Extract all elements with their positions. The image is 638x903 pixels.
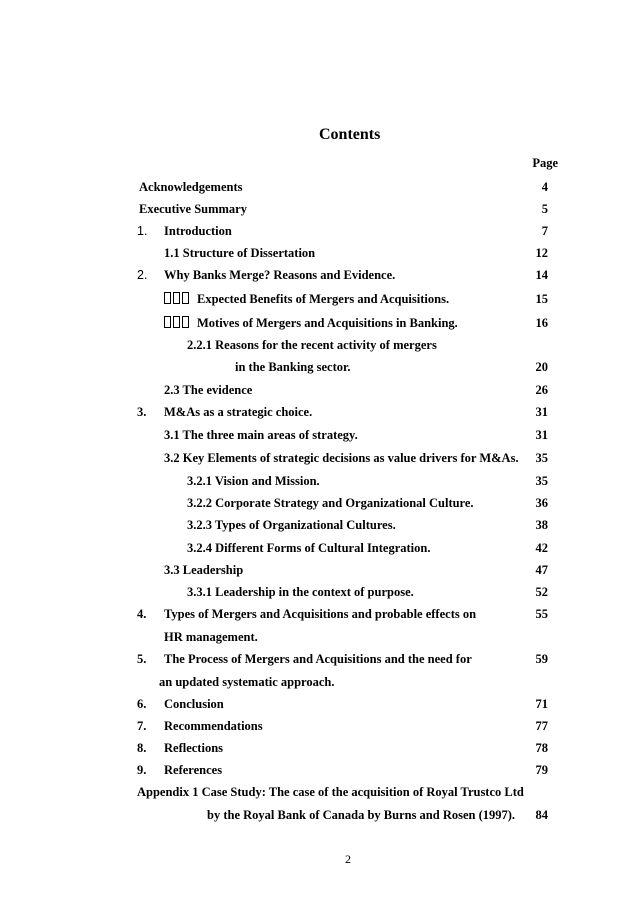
toc-number-6: 6. (137, 697, 147, 711)
toc-entry-reflections: Reflections (164, 741, 224, 755)
toc-page-3-2-1: 35 (535, 474, 548, 488)
toc-entry-2-2-1: 2.2.1 Reasons for the recent activity of mergers (187, 338, 437, 352)
page-title: Contents (319, 126, 381, 143)
toc-number-7: 7. (137, 719, 147, 733)
toc-entry-introduction: Introduction (164, 224, 232, 238)
toc-entry-appendix-1-continued: by the Royal Bank of Canada by Burns and Rosen (1997). (207, 808, 516, 822)
toc-entry-2-2-label: Motives of Mergers and Acquisitions in Banking. (197, 316, 458, 330)
toc-page-3-2-4: 42 (535, 541, 548, 555)
toc-entry-types-of-mas: Types of Mergers and Acquisitions and probable effects on (164, 607, 477, 621)
toc-entry-conclusion: Conclusion (164, 697, 224, 711)
toc-entry-process-of-mas-continued: an updated systematic approach. (159, 675, 335, 689)
toc-number-1: 1. (137, 224, 148, 238)
toc-page-process-of-mas: 59 (535, 652, 548, 666)
toc-page-recommendations: 77 (535, 719, 548, 733)
toc-page-executive-summary: 5 (541, 202, 548, 216)
toc-entry-1-1: 1.1 Structure of Dissertation (164, 246, 316, 260)
toc-number-8: 8. (137, 741, 147, 755)
toc-page-3-3: 47 (535, 563, 548, 577)
toc-entry-acknowledgements: Acknowledgements (139, 180, 243, 194)
toc-entry-2-1 (164, 292, 449, 306)
missing-glyph-icon (164, 316, 191, 330)
toc-page-references: 79 (535, 763, 548, 777)
toc-number-9: 9. (137, 763, 147, 777)
toc-page-2-2-1: 20 (535, 360, 548, 374)
toc-entry-2-2 (164, 316, 458, 330)
toc-page-3-3-1: 52 (535, 585, 548, 599)
footer-page-number: 2 (345, 852, 351, 866)
toc-entry-3-2-2: 3.2.2 Corporate Strategy and Organizational Culture. (187, 496, 474, 510)
toc-entry-2-1-label: Expected Benefits of Mergers and Acquisitions. (197, 292, 450, 306)
toc-number-4: 4. (137, 607, 147, 621)
toc-page-3-2-2: 36 (535, 496, 548, 510)
toc-entry-3-2-4: 3.2.4 Different Forms of Cultural Integration. (187, 541, 431, 555)
toc-entry-3-1: 3.1 The three main areas of strategy. (164, 428, 358, 442)
toc-page-introduction: 7 (541, 224, 548, 238)
toc-page-why-banks-merge: 14 (535, 268, 548, 282)
toc-page-types-of-mas: 55 (535, 607, 548, 621)
toc-entry-mas-strategic-choice: M&As as a strategic choice. (164, 405, 313, 419)
page-column-header: Page (532, 156, 558, 170)
toc-entry-executive-summary: Executive Summary (139, 202, 247, 216)
toc-number-5: 5. (137, 652, 147, 666)
toc-page-2-2: 16 (535, 316, 548, 330)
toc-page-3-1: 31 (535, 428, 548, 442)
toc-entry-3-2: 3.2 Key Elements of strategic decisions as value drivers for M&As. (164, 451, 519, 465)
toc-page-2-3: 26 (535, 383, 548, 397)
toc-entry-references: References (164, 763, 223, 777)
toc-page-1-1: 12 (535, 246, 548, 260)
toc-page-conclusion: 71 (535, 697, 548, 711)
toc-entry-3-3: 3.3 Leadership (164, 563, 244, 577)
toc-entry-recommendations: Recommendations (164, 719, 263, 733)
toc-page-acknowledgements: 4 (541, 180, 548, 194)
toc-page-reflections: 78 (535, 741, 548, 755)
toc-page-appendix-1: 84 (535, 808, 548, 822)
toc-entry-why-banks-merge: Why Banks Merge? Reasons and Evidence. (164, 268, 396, 282)
toc-number-2: 2. (137, 268, 148, 282)
toc-page-mas-strategic-choice: 31 (535, 405, 548, 419)
toc-page-3-2-3: 38 (535, 518, 548, 532)
toc-entry-process-of-mas: The Process of Mergers and Acquisitions and the need for (164, 652, 472, 666)
toc-entry-2-2-1-continued: in the Banking sector. (235, 360, 351, 374)
missing-glyph-icon (164, 292, 191, 306)
toc-entry-3-3-1: 3.3.1 Leadership in the context of purpose. (187, 585, 414, 599)
toc-entry-types-of-mas-continued: HR management. (164, 630, 258, 644)
toc-number-3: 3. (137, 405, 147, 419)
toc-entry-appendix-1: Appendix 1 Case Study: The case of the acquisition of Royal Trustco Ltd (137, 785, 524, 799)
toc-entry-3-2-1: 3.2.1 Vision and Mission. (187, 474, 320, 488)
toc-entry-2-3: 2.3 The evidence (164, 383, 253, 397)
toc-page-3-2: 35 (535, 451, 548, 465)
toc-page-2-1: 15 (535, 292, 548, 306)
toc-entry-3-2-3: 3.2.3 Types of Organizational Cultures. (187, 518, 396, 532)
